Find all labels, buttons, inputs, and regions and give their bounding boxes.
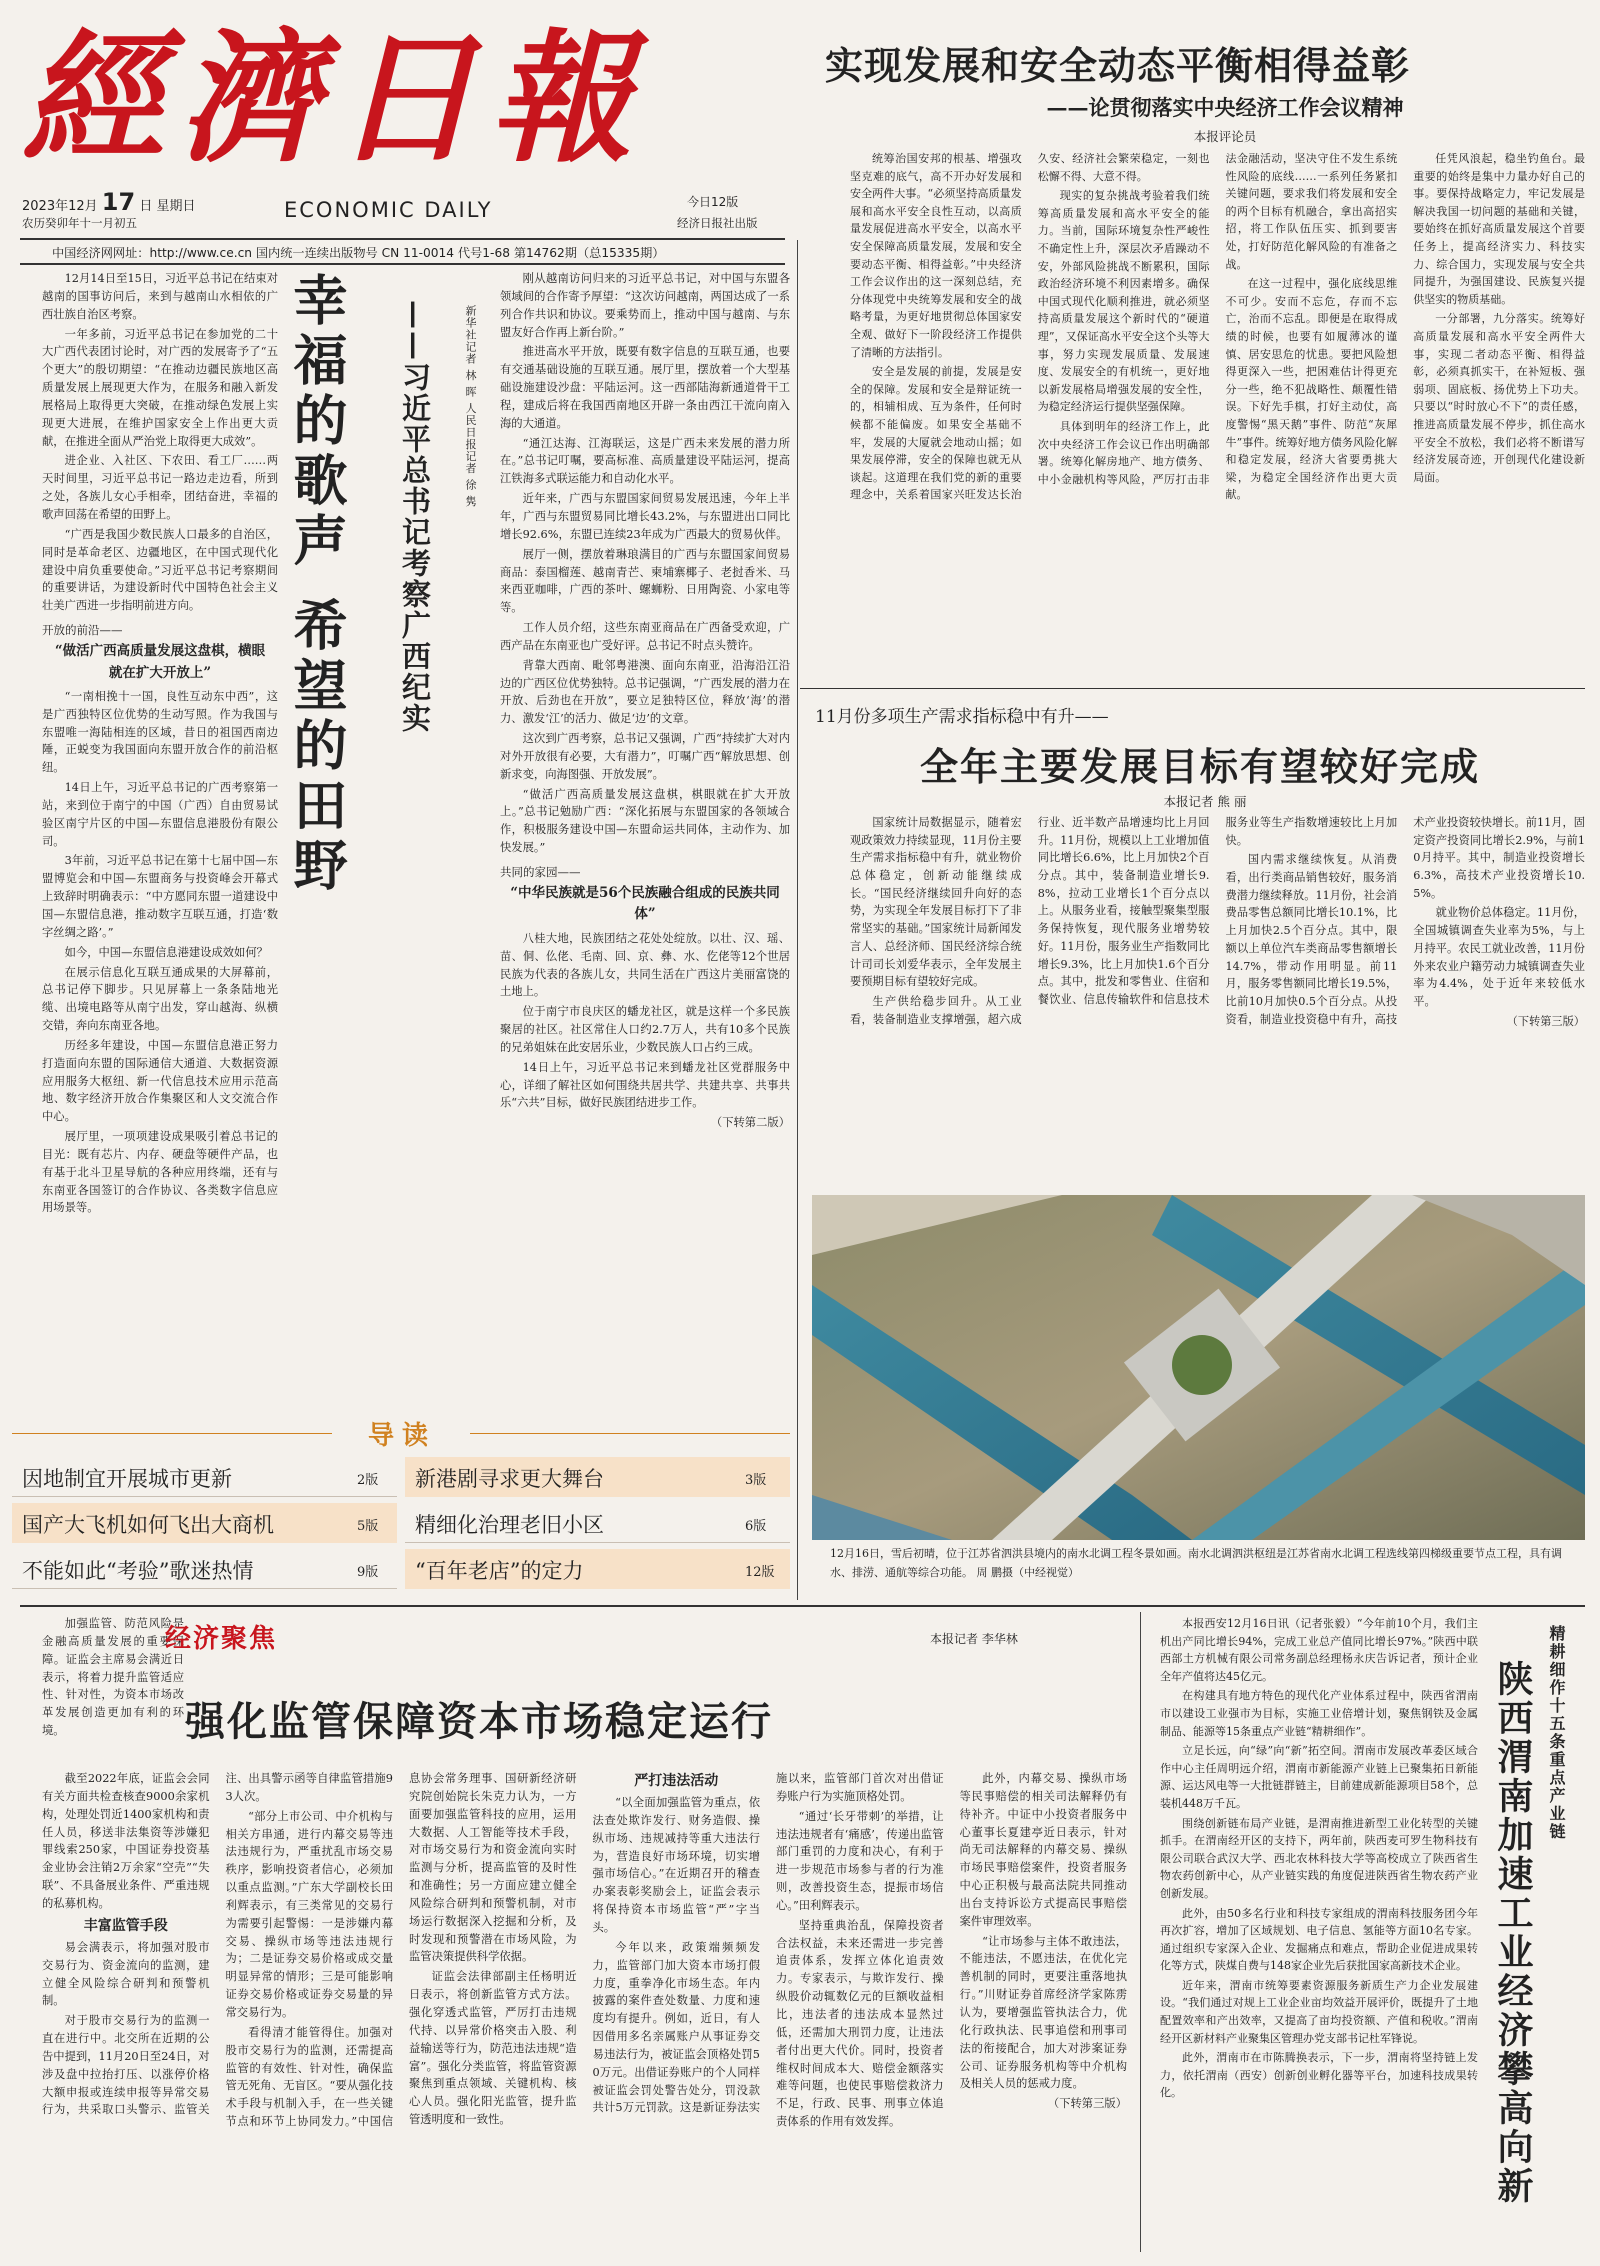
guide-item-title: 因地制宜开展城市更新 — [22, 1467, 232, 1491]
feature-paragraph: “通江达海、江海联运，这是广西未来发展的潜力所在。”总书记叮嘱，要高标准、高质量建设平陆运河，提高江铁海多式联运能力和自动化水平。 — [500, 436, 790, 486]
feature-paragraph: 进企业、入社区、下农田、看工厂……两天时间里，习近平总书记一路边走边看，所到之处，各族儿女心手相牵，团结奋进，幸福的歌声回荡在希望的田野上。 — [42, 454, 278, 521]
guide-item-title: 精细化治理老旧小区 — [415, 1513, 604, 1537]
feature-section-kicker: 开放的前沿—— — [42, 623, 123, 638]
guide-item-title: 新港剧寻求更大舞台 — [415, 1467, 604, 1491]
feature-subtitle: ——习近平总书记考察广西纪实 — [398, 300, 432, 734]
feature-paragraph: 推进高水平开放，既要有数字信息的互联互通，也要有交通基础设施的互联互通。展厅里，摆放着一个大型基础设施建设沙盘：平陆运河。这一西部陆海新通道骨干工程，建成后将在我国西南地区开辟一条由西江干流向南入海的大通道。 — [500, 345, 790, 430]
feature-paragraph: 这次到广西考察，总书记又强调，广西“持续扩大对内对外开放很有必要，大有潜力”，叮嘱广西“解放思想、创新求变，向海图强、开放发展”。 — [500, 732, 790, 781]
pages-count: 今日12版 — [687, 195, 739, 209]
guide-item-page: 3版 — [745, 1473, 767, 1488]
shaanxi-kicker-box — [1545, 1625, 1567, 1925]
publication-info: 中国经济网网址：http://www.ce.cn 国内统一连续出版物号 CN 11-0014 代号1-68 第14762期（总15335期） — [52, 246, 665, 260]
pubinfo-rule — [20, 263, 785, 265]
svg-text:經濟日報: 經濟日報 — [22, 22, 646, 172]
finance-title: 强化监管保障资本市场稳定运行 — [185, 1698, 773, 1745]
feature-main-title: 幸福的歌声 希望的田野 — [285, 272, 349, 897]
continued-note: （下转第二版） — [710, 1116, 790, 1130]
feature-body-col2 — [500, 270, 790, 1140]
continued-note: （下转第三版） — [1506, 1014, 1585, 1028]
guide-item[interactable] — [405, 1503, 790, 1543]
feature-paragraph: 位于南宁市良庆区的蟠龙社区，就是这样一个多民族聚居的社区。社区常住人口约2.7万人，共有10多个民族的兄弟姐妹在此安居乐业，少数民族人口占约三成。 — [500, 1005, 790, 1054]
guide-item-title: “百年老店”的定力 — [415, 1559, 584, 1583]
finance-paragraph: 易会满表示，将加强对股市交易行为、资金流向的监测，建立健全风险综合研判和预警机制。 — [42, 1940, 210, 2008]
lead-paragraph: 统筹治国安邦的根基、增强攻坚克难的底气，高不开办好发展和安全两件大事。“必须坚持高质量发展和高水平安全良性互动，以高质量发展促进高水平安全，以高水平安全保障高质量发展，发展和安全要动态平衡、相得益彰。”中央经济工作会议作出的这一深刻总结，充分体现党中央统筹发展和安全的战略考量，为更好地贯彻总体国家安全观、做好下一阶段经济工作提供了清晰的方法指引。 — [850, 152, 1022, 359]
guide-item[interactable] — [405, 1549, 790, 1589]
lead-paragraph: 在这一过程中，强化底线思维不可少。安而不忘危，存而不忘亡，治而不忘乱。即便是在取得成绩的时候，也要有如履薄冰的谨慎、居安思危的忧患。要把风险想得更深入一些，把困难估计得更充分一些，绝不犯战略性、颠覆性错误。下好先手棋，打好主动仗，高度警惕“黑天鹅”事件、防范“灰犀牛”事件。统筹好地方债务风险化解和稳定发展，经济大省要勇挑大梁，为稳定全国经济作出更大贡献。 — [1225, 277, 1398, 502]
feature-paragraph: 工作人员介绍，这些东南亚商品在广西备受欢迎，广西产品在东南亚也广受好评。总书记不时点头赞许。 — [500, 621, 790, 652]
photo-caption: 12月16日，雪后初晴，位于江苏省泗洪县境内的南水北调工程冬景如画。南水北调泗洪枢纽是江苏省南水北调工程选线第四梯级重要节点工程，具有调水、排涝、通航等综合功能。 周 鹏摄（中经视觉） — [830, 1547, 1562, 1579]
feature-paragraph: 一年多前，习近平总书记在参加党的二十大广西代表团讨论时，对广西的发展寄予了“五个更大”的殷切期望：“在推动边疆民族地区高质量发展上展现更大作为，在服务和融入新发展格局上取得更大突破，在推动绿色发展上实现更大进展，在维护国家安全上作出更大贡献，在推进全面从严治党上取得更大成效”。 — [42, 327, 278, 448]
shaanxi-paragraph: 立足长远，向“绿”向“新”拓空间。渭南市发展改革委区域合作中心主任周明远介绍，渭南市新能源产业链上已聚集拓日新能源、运达风电等一大批链群链主，目前建成新能源项目58个，总装机448万千瓦。 — [1160, 1744, 1478, 1810]
finance-paragraph: 截至2022年底，证监会会同有关方面共检查核查9000余家机构，处理处罚近1400家机构和责任人员，移送非法集资等涉嫌犯罪线索250家，中国证券投资基金业协会注销2万余家“空壳”“失联”、不具备展业条件、严重违规的私募机构。 — [42, 1772, 210, 1910]
production-byline: 本报记者 熊 丽 — [1163, 794, 1247, 809]
feature-byline: 新华社记者 林 晖 人民日报记者 徐 隽 — [464, 305, 477, 508]
shaanxi-paragraph: 近年来，渭南市统筹要素资源服务新质生产力企业发展建设。“我们通过对规上工业企业亩均效益开展评价，既提升了土地配置效率和产出效率，又提高了亩均投资额、产值和税收。”渭南经开区新材料产业聚集区管理办党支部书记杜军锋说。 — [1160, 1978, 1478, 2045]
guide-item-page: 6版 — [745, 1519, 767, 1534]
lead-body — [850, 150, 1585, 685]
finance-paragraph: “通过‘长牙带刺’的举措，让违法违规者有‘痛感’，传递出监管部门重罚的力度和决心，有利于进一步规范市场参与者的行为准则，改善投资生态，提振市场信心。”田利辉表示。 — [776, 1809, 944, 1912]
feature-section-head: “中华民族就是56个民族融合组成的民族共同体” — [510, 885, 780, 923]
finance-body — [42, 1770, 1127, 2250]
feature-body-col1 — [42, 270, 278, 1410]
section-divider — [20, 1605, 1585, 1607]
finance-section-label: 经济聚焦 — [165, 1624, 278, 1654]
guide-item-title: 国产大飞机如何飞出大商机 — [22, 1513, 274, 1537]
masthead-rule — [20, 238, 785, 240]
feature-paragraph: 3年前，习近平总书记在第十七届中国—东盟博览会和中国—东盟商务与投资峰会开幕式上致辞时明确表示：“中方愿同东盟一道建设中国—东盟信息港，推动数字互联互通，打造‘数字丝绸之路’。” — [42, 854, 278, 939]
lunar-date: 农历癸卯年十一月初五 — [22, 216, 137, 230]
date-weekday: 日 星期日 — [139, 199, 196, 214]
lead-paragraph: 现实的复杂挑战考验着我们统筹高质量发展和高水平安全的能力。当前，国际环境复杂性严峻性不确定性上升，深层次矛盾躁动不安，外部风险挑战不断累积，国际政治经济环境不利因素增多。确保中国式现代化顺利推进，就必须坚持高质量发展这个新时代的“硬道理”，又保证高水平安全这个头等大事，努力实现发展质量、发展速度、发展安全的有机统一，更好地以新发展格局增强发展的安全性，为稳定经济运行提供坚强保障。 — [1037, 189, 1210, 414]
guide-item[interactable] — [12, 1457, 397, 1497]
finance-paragraph: 今年以来，政策端频频发力，监管部门加大资本市场打假力度，重拳净化市场生态。年内披露的案件查处数量、力度和速度均有提升。例如，近日，有人因借用多名亲属账户从事证券交易违法行为，被证监会顶格处罚50万元。出借证券账户的个人同样被证监会罚处警告处分，罚没款共计5万元罚款。这是新证券法实施以来，监管部门首次对出借证券账户行为实施顶格处罚。 — [592, 1772, 944, 2115]
english-title: ECONOMIC DAILY — [284, 198, 493, 222]
feature-section-kicker: 共同的家园—— — [500, 865, 581, 879]
guide-item-title: 不能如此“考验”歌迷热情 — [22, 1559, 254, 1583]
production-paragraph: 生产供给稳步回升。从工业看，装备制造业支撑增强，超六成行业、近半数产品增速均比上月回升。11月份，规模以上工业增加值同比增长6.6%，比上月加快2个百分点。其中，装备制造业增长9.8%，拉动工业增长1个百分点以上。从服务业看，接触型聚集型服务保持恢复，现代服务业增势较好。11月份，服务业生产指数同比增长9.3%，比上月加快1.6个百分点。其中，批发和零售业、住宿和餐饮业、信息传输软件和信息技术服务业等生产指数增速较比上月加快。 — [850, 816, 1398, 1026]
feature-paragraph: 14日上午，习近平总书记的广西考察第一站，来到位于南宁的中国（广西）自由贸易试验区南宁片区的中国—东盟信息港股份有限公司。 — [42, 781, 278, 848]
aerial-water-project-image — [812, 1195, 1585, 1540]
production-paragraph: 国家统计局数据显示，随着宏观政策效力持续显现，11月份主要生产需求指标稳中有升，就业物价总体稳定，创新动能继续成长。“国民经济继续回升向好的态势，为实现全年发展目标打下了非常坚实的基础。”国家统计局新闻发言人、总经济师、国民经济综合统计司司长刘爱华表示，全年发展主要预期目标有望较好完成。 — [850, 816, 1022, 989]
production-body — [850, 814, 1585, 1184]
feature-byline-box — [462, 305, 482, 865]
feature-paragraph: 展厅一侧，摆放着琳琅满目的广西与东盟国家间贸易商品：泰国榴莲、越南青芒、柬埔寨椰子、老挝香米、马来西亚咖啡，广西的茶叶、螺蛳粉、日用陶瓷、小家电等等。 — [500, 547, 790, 615]
feature-section-head: “做活广西高质量发展这盘棋，横眼就在扩大开放上” — [54, 643, 266, 681]
continued-note: （下转第三版） — [1047, 2097, 1127, 2111]
finance-shaanxi-divider — [1140, 1612, 1141, 2252]
column-divider — [797, 240, 798, 1600]
feature-paragraph: “做活广西高质量发展这盘棋，棋眼就在扩大开放上。”总书记勉励广西：“深化拓展与东盟国家的各领域合作，积极服务建设中国—东盟命运共同体，主动作为、加快发展。” — [500, 787, 790, 855]
shaanxi-paragraph: 此外，由50多名行业和科技专家组成的渭南科技服务团今年再次扩容，增加了区域规划、电子信息、氢能等方面10名专家。通过组织专家深入企业、发掘痛点和难点，帮助企业促进成果转化等方式，陕煤自费与148家企业先后获批国家高新技术企业。 — [1160, 1906, 1478, 1973]
date-year: 2023年12月 — [22, 199, 98, 214]
publisher: 经济日报社出版 — [677, 216, 758, 230]
shaanxi-kicker: 精耕细作十五条重点产业链 — [1547, 1625, 1566, 1841]
lead-paragraph: 安全是发展的前提，发展是安全的保障。发展和安全是辩证统一的，相辅相成、互为条件，任何时候都不能偏废。如果安全基础不牢，发展的大厦就会地动山摇；如果发展停滞，安全的保障也就无从谈起。这道理在我们党的新的重要理念中，关系着国家兴旺发达长治久安、经济社会繁荣稳定，一刻也松懈不得、大意不得。 — [850, 152, 1210, 502]
finance-paragraph: 看得清才能管得住。加强对股市交易行为的监测，还需提高监管的有效性、针对性，确保监管无死角、无盲区。“要从强化技术手段与机制入手，在一些关键节点和环节上协同发力。”中国信息协会常务理事、国研新经济研究院创始院长朱克力认为，一方面要加强监管科技的应用，运用大数据、人工智能等技术手段，对市场交易行为和资金流向实时监测与分析，提高监管的及时性和准确性；另一方面应建立健全风险综合研判和预警机制，对市场运行数据深入挖掘和分析，及时发现和预警潜在市场风险，为监管决策提供科学依据。 — [225, 1772, 577, 2129]
feature-paragraph: 历经多年建设，中国—东盟信息港正努力打造面向东盟的国际通信大通道、大数据资源应用服务大枢纽、新一代信息技术应用示范高地、数字经济开放合作集聚区和人文交流合作中心。 — [42, 1038, 278, 1124]
feature-title — [285, 272, 350, 1232]
shaanxi-paragraph: 在构建具有地方特色的现代化产业体系过程中，陕西省渭南市以建设工业强市为目标，实施工业倍增计划，聚焦钢铁及金属制品、能源等15条重点产业链“精耕细作”。 — [1160, 1689, 1478, 1738]
date-day: 17 — [101, 188, 136, 216]
guide-box — [12, 1415, 790, 1605]
lead-subtitle: ——论贯彻落实中央经济工作会议精神 — [1046, 95, 1404, 120]
lead-title: 实现发展和安全动态平衡相得益彰 — [825, 43, 1411, 88]
finance-subhead: 严打违法活动 — [634, 1773, 719, 1789]
lead-paragraph: 具体到明年的经济工作上，此次中央经济工作会议已作出明确部署。统筹化解房地产、地方债务、中小金融机构等风险，严厉打击非法金融活动，坚决守住不发生系统性风险的底线……一系列任务紧扣关键问题，要求我们将发展和安全的两个目标有机融合，拿出高招实招，将工作队伍压实、抓到要害处，打好防范化解风险的有准备之战。 — [1037, 152, 1398, 486]
guide-title: 导读 — [367, 1421, 436, 1451]
finance-paragraph: 坚持重典治乱，保障投资者合法权益，未来还需进一步完善追责体系，发挥立体化追责效力。专家表示，与欺诈发行、操纵股价动辄数亿元的巨额收益相比，违法者的违法成本显然过低，还需加大刑罚力度，让违法者付出更大代价。同时，投资者维权时间成本大、赔偿金额落实难等问题，也使民事赔偿救济力不足，行政、民事、刑事立体追责体系的作用有效发挥。 — [776, 1918, 944, 2129]
finance-paragraph: 证监会法律部副主任杨明近日表示，将创新监管方式方法。强化穿透式监管，严厉打击违规代持、以异常价格突击入股、利益输送等行为，防范违法违规“造富”。强化分类监管，将监管资源聚焦到重点领域、关键机构、核心人员。强化阳光监管，提升监管透明度和一致性。 — [409, 1970, 577, 2127]
feature-paragraph: 如今，中国—东盟信息港建设成效如何？ — [64, 945, 268, 959]
feature-subtitle-box — [395, 300, 435, 860]
finance-paragraph: “以全面加强监管为重点，依法查处欺诈发行、财务造假、操纵市场、违规减持等重大违法行为，营造良好市场环境，切实增强市场信心。”在近期召开的稽查办案表彰奖励会上，证监会表示将保持资本市场监管“严”字当头。 — [592, 1796, 760, 1935]
feature-paragraph: 八桂大地，民族团结之花处处绽放。以壮、汉、瑶、苗、侗、仫佬、毛南、回、京、彝、水、仡佬等12个世居民族为代表的各族儿女，共同生活在广西这片美丽富饶的土地上。 — [500, 931, 790, 999]
newspaper-logo — [22, 22, 782, 172]
feature-paragraph: 展厅里，一项项建设成果吸引着总书记的目光：既有芯片、内存、硬盘等硬件产品，也有基于北斗卫星导航的各种应用终端，还有与东南亚各国签订的合作协议、各类数字信息应用场景等。 — [42, 1130, 278, 1215]
masthead — [12, 18, 787, 230]
feature-paragraph: 近年来，广西与东盟国家间贸易发展迅速，今年上半年，广西与东盟贸易同比增长43.2%，与东盟进出口同比增长92.6%，东盟已连续23年成为广西最大的贸易伙伴。 — [500, 492, 790, 541]
finance-byline: 本报记者 李华林 — [930, 1632, 1018, 1646]
shaanxi-title: 陕西渭南加速工业经济攀高向新 — [1492, 1660, 1534, 2206]
guide-item-page: 12版 — [745, 1565, 775, 1580]
finance-subhead: 丰富监管手段 — [83, 1917, 168, 1934]
finance-paragraph: 对于股市交易行为的监测一直在进行中。北交所在近期的公告中提到，11月20日至24日，对涉及盘中拉抬打压、以涨停价格大额申报或连续申报等异常交易行为，共采取口头警示、监管关注、出具警示函等自律监管措施93人次。 — [42, 1772, 393, 2117]
production-article — [805, 694, 1585, 1194]
shaanxi-paragraph: 此外，渭南市在市陈腾换表示，下一步，渭南将坚持链上发力，依托渭南（西安）创新创业孵化器等平台，加速科技成果转化。 — [1160, 2051, 1478, 2100]
lead-editorial — [805, 30, 1585, 690]
guide-item[interactable] — [405, 1457, 790, 1497]
guide-item-page: 5版 — [357, 1519, 379, 1534]
news-photo — [812, 1195, 1585, 1540]
guide-item[interactable] — [12, 1549, 397, 1589]
feature-paragraph: 14日上午，习近平总书记来到蟠龙社区党群服务中心，详细了解社区如何围绕共居共学、共建共享、共事共乐“六共”目标，做好民族团结进步工作。 — [500, 1060, 790, 1110]
feature-paragraph: “广西是我国少数民族人口最多的自治区，同时是革命老区、边疆地区，在中国式现代化建设中肩负重要使命。”习近平总书记考察期间的重要讲话，为建设新时代中国特色社会主义壮美广西进一步指明前进方向。 — [42, 527, 278, 613]
lead-byline: 本报评论员 — [1193, 129, 1257, 144]
finance-paragraph: “部分上市公司、中介机构与相关方串通，进行内幕交易等违法违规行为，严重扰乱市场交易秩序，影响投资者信心，必须加以重点监测。”广东大学副校长田利辉表示，有三类常见的交易行为需要引起警惕：一是涉嫌内幕交易、操纵市场等违法违规行为；二是证券交易价格或成交量明显异常的情形；三是可能影响证券交易价格或证券交易量的异常交易行为。 — [225, 1809, 393, 2019]
production-paragraph: 就业物价总体稳定。11月份，全国城镇调查失业率为5%，与上月持平。农民工就业改善，11月份外来农业户籍劳动力城镇调查失业率为4.4%，处于近年来较低水平。 — [1413, 906, 1585, 1008]
shaanxi-paragraph: 本报西安12月16日讯（记者张毅）“今年前10个月，我们主机出产同比增长94%，完成工业总产值同比增长97%。”陕西中联西部土方机械有限公司常务副总经理杨永庆告诉记者，预计企业全年产值将达45亿元。 — [1160, 1617, 1478, 1683]
production-paragraph: 国内需求继续恢复。从消费看，出行类商品销售较好，服务消费潜力继续释放。11月份，社会消费品零售总额同比增长10.1%，比上月加快2.5个百分点。其中，限额以上单位汽车类商品零售额增长14.7%，带动作用明显。前11月，服务零售额同比增长19.5%，比前10月加快0.5个百分点。从投资看，制造业投资稳中有升，高技术产业投资较快增长。前11月，固定资产投资同比增长2.9%，与前10月持平。其中，制造业投资增长6.3%，高技术产业投资增长10.5%。 — [1225, 816, 1585, 1026]
guide-item[interactable] — [12, 1503, 397, 1543]
guide-item-page: 9版 — [357, 1565, 379, 1580]
production-kicker: 11月份多项生产需求指标稳中有升—— — [815, 707, 1109, 727]
feature-paragraph: 背靠大西南、毗邻粤港澳、面向东南亚，沿海沿江沿边的广西区位优势独特。总书记强调，“广西发展的潜力在开放、后劲也在开放”，要立足独特区位，释放‘海’的潜力、激发‘江’的活力、做足‘边’的文章。 — [500, 658, 790, 726]
feature-paragraph: 刚从越南访问归来的习近平总书记，对中国与东盟各领域间的合作寄予厚望：“这次访问越南，两国达成了一系列合作共识和协议。要乘势而上，推动中国与越南、与东盟友好合作再上新台阶。” — [500, 272, 790, 339]
shaanxi-body — [1160, 1615, 1478, 2250]
feature-paragraph: “一南相挽十一国，良性互动东中西”，这是广西独特区位优势的生动写照。作为我国与东盟唯一海陆相连的区域，昔日的祖国西南边陲，正蜕变为我国面向东盟开放合作的前沿枢纽。 — [42, 689, 278, 775]
lead-bottom-rule — [800, 688, 1585, 689]
feature-paragraph: 在展示信息化互联互通成果的大屏幕前，总书记停下脚步。只见屏幕上一条条陆地光缆、出境电路等从南宁出发，穿山越海、纵横交错，奔向东南亚各地。 — [42, 965, 278, 1033]
finance-paragraph: 此外，内幕交易、操纵市场等民事赔偿的相关司法解释仍有待补齐。中证中小投资者服务中心董事长夏建亭近日表示，针对尚无司法解释的内幕交易、操纵市场民事赔偿案件，投资者服务中心正积极与最高法院共同推动出台支持诉讼方式提高民事赔偿案件审理效率。 — [959, 1772, 1127, 1928]
guide-item-page: 2版 — [357, 1473, 379, 1488]
lead-paragraph: 一分部署，九分落实。统筹好高质量发展和高水平安全两件大事，实现二者动态平衡、相得益彰，必须真抓实干，在补短板、强弱项、固底板、扬优势上下功夫。只要以“时时放心不下”的责任感，推进高质量发展不停步，抓住高水平安全不放松，我们必将不断谱写经济发展奇迹，开创现代化建设新局面。 — [1413, 312, 1585, 484]
feature-paragraph: 12月14日至15日，习近平总书记在结束对越南的国事访问后，来到与越南山水相依的广西壮族自治区考察。 — [42, 272, 278, 321]
finance-paragraph: “让市场参与主体不敢违法，不能违法，不愿违法，在优化完善机制的同时，更要注重落地执行。”川财证券首席经济学家陈雳认为，要增强监管执法合力，优化行政执法、民事追偿和刑事司法的衔接配合，加大对涉案证券公司、证券服务机构等中介机构及相关人员的惩戒力度。 — [959, 1934, 1127, 2091]
finance-paragraph: 加强监管、防范风险是金融高质量发展的重要保障。证监会主席易会满近日表示，将着力提升监管适应性、针对性，为资本市场改革发展创造更加有利的环境。 — [42, 1617, 184, 1738]
shaanxi-paragraph: 围绕创新链布局产业链，是渭南推进新型工业化转型的关键抓手。在渭南经开区的支持下，两年前，陕西麦可罗生物科技有限公司联合武汉大学、西北农林科技大学等高校成立了陕西省生物农药创新中心，从产业链实践的角度促进陕西省生物农药产业创新发展。 — [1160, 1816, 1478, 1900]
production-title: 全年主要发展目标有望较好完成 — [919, 744, 1480, 789]
shaanxi-title-box — [1488, 1660, 1540, 2250]
lead-paragraph: 任凭风浪起，稳坐钓鱼台。最重要的始终是集中力量办好自己的事。要保持战略定力，牢记发展是解决我国一切问题的基础和关键，要始终在抓好高质量发展这个首要任务上，提高经济实力、科技实力、综合国力，实现发展与安全共同提升，为强国建设、民族复兴提供坚实的物质基础。 — [1413, 152, 1585, 306]
